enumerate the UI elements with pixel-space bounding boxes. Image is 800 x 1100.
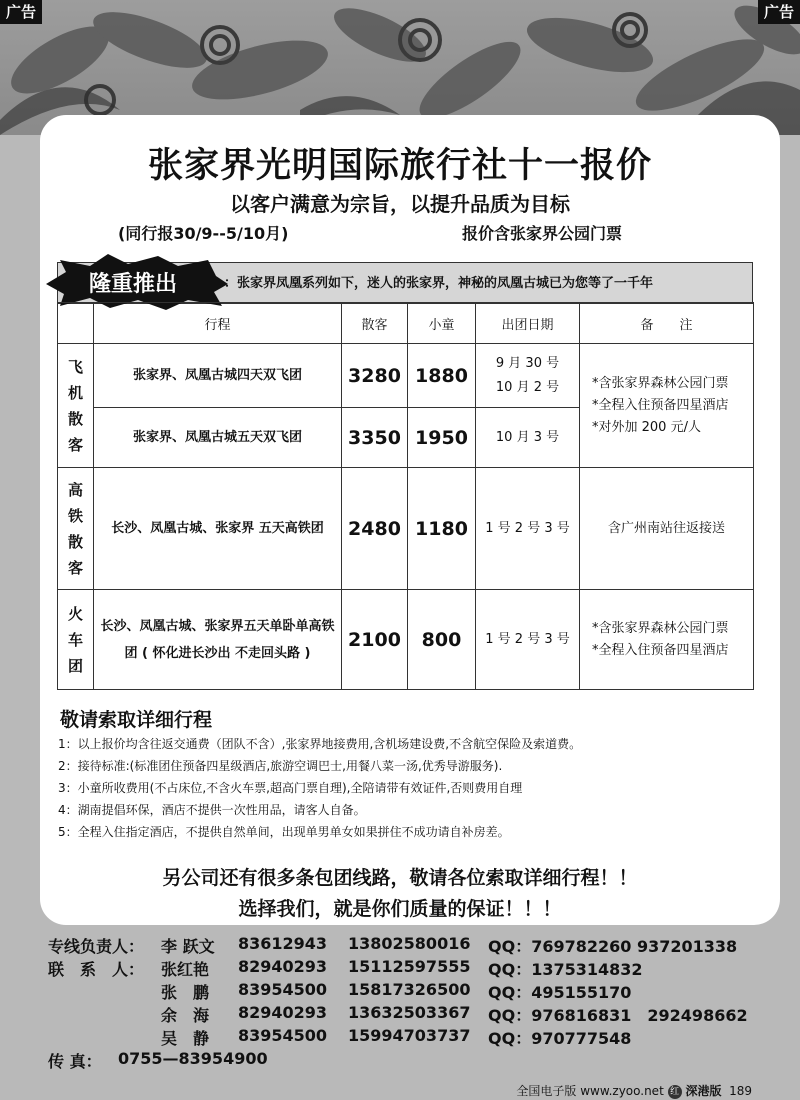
table-row (58, 468, 754, 590)
table-header-corner (58, 303, 94, 344)
contact-phone: 82940293 (238, 957, 328, 976)
note-item: *全程入住预备四星酒店 (592, 642, 729, 658)
fax-label: 传 真： (48, 1052, 102, 1071)
contact-phone: 82940293 (238, 1003, 328, 1022)
category-highspeed (58, 468, 94, 590)
note-item: *对外加 200 元/人 (592, 419, 701, 435)
contact-qq: QQ：495155170 (488, 983, 632, 1002)
contact-name: 吴 静 (161, 1029, 210, 1048)
footer (516, 1082, 752, 1099)
route-cell (94, 590, 342, 690)
quote-period: (同行报30/9--5/10月) (118, 224, 289, 243)
contact-qq: QQ：976816831 292498662 (488, 1006, 748, 1025)
child-price: 1180 (408, 468, 476, 590)
table-row (58, 344, 754, 408)
closing-line: 选择我们，就是你们质量的保证！！！ (238, 898, 562, 920)
contact-label: 联 系 人： (48, 960, 145, 979)
table-header-child: 小童 (408, 303, 476, 344)
price-table (57, 302, 754, 690)
route-cell: 长沙、凤凰古城、张家界 五天高铁团 (94, 468, 342, 590)
promo-badge-text: 隆重推出 (88, 272, 178, 297)
adult-price: 2480 (342, 468, 408, 590)
contact-mobile: 13632503367 (348, 1003, 471, 1022)
table-header-row (58, 303, 754, 344)
departure-dates (476, 344, 580, 408)
ad-label: 广告 (0, 0, 42, 24)
term-item: 2：接待标准:(标准团住预备四星级酒店,旅游空调巴士,用餐八菜一汤,优秀导游服务). (58, 759, 503, 773)
table-header-note: 备 注 (580, 303, 754, 344)
terms-list (58, 733, 581, 843)
route-cell: 张家界、凤凰古城五天双飞团 (94, 408, 342, 468)
note-cell (580, 590, 754, 690)
contact-qq: QQ：769782260 937201338 (488, 937, 738, 956)
contact-mobile: 15994703737 (348, 1026, 471, 1045)
slogan: 以客户满意为宗旨，以提升品质为目标 (230, 192, 570, 216)
table-row (58, 590, 754, 690)
contact-mobile: 15112597555 (348, 957, 471, 976)
manager-label: 专线负责人： (48, 937, 145, 956)
terms-title: 敬请索取详细行程 (60, 709, 213, 731)
ad-label: 广告 (758, 0, 800, 24)
contact-name: 张 鹏 (161, 983, 210, 1002)
page-number: 189 (729, 1084, 752, 1098)
contact-mobile: 13802580016 (348, 934, 471, 953)
note-item: *含张家界森林公园门票 (592, 620, 729, 636)
route-line: 团 ( 怀化进长沙出 不走回头路 ) (124, 645, 311, 661)
region-label: 深港版 (685, 1084, 722, 1098)
table-header-date: 出团日期 (476, 303, 580, 344)
note-item: *含张家界森林公园门票 (592, 375, 729, 391)
term-item: 4：湖南提倡环保，酒店不提供一次性用品，请客人自备。 (58, 803, 366, 817)
contact-phone: 83954500 (238, 1026, 328, 1045)
contact-mobile: 15817326500 (348, 980, 471, 999)
contact-name: 余 海 (161, 1006, 210, 1025)
route-line: 长沙、凤凰古城、张家界五天单卧单高铁 (100, 618, 335, 634)
closing-line: 另公司还有很多条包团线路，敬请各位索取详细行程！！ (162, 867, 638, 889)
contact-phone: 83612943 (238, 934, 328, 953)
brand-logo-icon: 红 (668, 1085, 682, 1099)
site-link[interactable]: www.zyoo.net (580, 1084, 664, 1098)
child-price: 1950 (408, 408, 476, 468)
term-item: 3：小童所收费用(不占床位,不含火车票,超高门票自理),全陪请带有效证件,否则费用自理 (58, 781, 523, 795)
category-train (58, 590, 94, 690)
contact-name: 张红艳 (161, 960, 210, 979)
route-cell: 张家界、凤凰古城四天双飞团 (94, 344, 342, 408)
note-item: *全程入住预备四星酒店 (592, 397, 729, 413)
adult-price: 3280 (342, 344, 408, 408)
date-item: 9 月 30 号 (495, 355, 560, 371)
child-price: 1880 (408, 344, 476, 408)
edition-label: 全国电子版 (516, 1084, 577, 1098)
adult-price: 3350 (342, 408, 408, 468)
fax-number: 0755—83954900 (118, 1049, 268, 1068)
promo-text: ：张家界凤凰系列如下，迷人的张家界，神秘的凤凰古城已为您等了一千年 (224, 276, 654, 291)
note-cell (580, 344, 754, 468)
departure-dates (476, 408, 580, 468)
date-item: 10 月 3 号 (495, 429, 560, 445)
note-cell: 含广州南站往返接送 (580, 468, 754, 590)
contact-qq: QQ：970777548 (488, 1029, 632, 1048)
term-item: 1：以上报价均含往返交通费（团队不含）,张家界地接费用,含机场建设费,不含航空保险及索道费。 (58, 737, 582, 751)
contact-phone: 83954500 (238, 980, 328, 999)
ticket-note: 报价含张家界公园门票 (462, 224, 623, 243)
category-label: 火车团 (67, 604, 83, 675)
category-label: 飞机散客 (67, 357, 83, 454)
departure-dates: 1 号 2 号 3 号 (476, 468, 580, 590)
adult-price: 2100 (342, 590, 408, 690)
date-item: 10 月 2 号 (495, 379, 560, 395)
category-flight (58, 344, 94, 468)
departure-dates: 1 号 2 号 3 号 (476, 590, 580, 690)
table-header-route: 行程 (94, 303, 342, 344)
contact-qq: QQ：1375314832 (488, 960, 643, 979)
table-header-adult: 散客 (342, 303, 408, 344)
child-price: 800 (408, 590, 476, 690)
term-item: 5：全程入住指定酒店，不提供自然单间，出现单男单女如果拼住不成功请自补房差。 (58, 825, 510, 839)
category-label: 高铁散客 (67, 480, 83, 577)
page-title: 张家界光明国际旅行社十一报价 (147, 146, 652, 186)
contact-name: 李 跃文 (161, 937, 215, 956)
